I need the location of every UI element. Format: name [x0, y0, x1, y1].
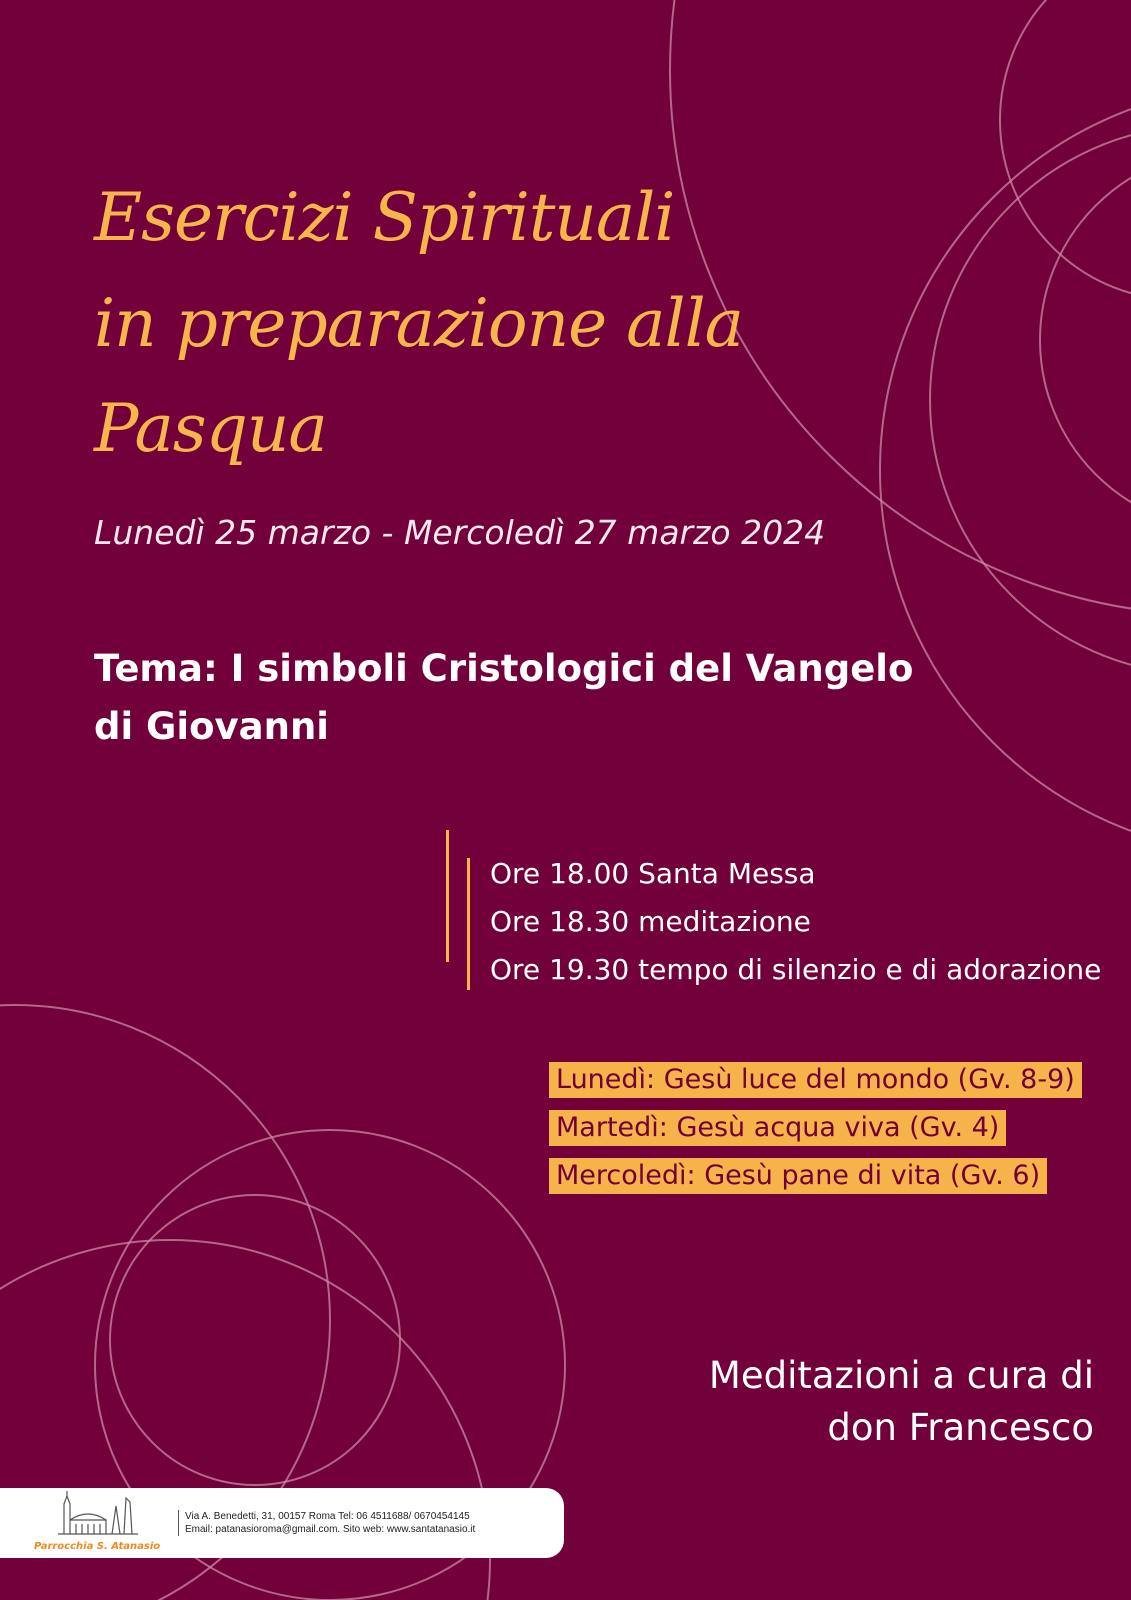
decor-circle — [1000, 0, 1131, 300]
contact-info — [185, 1510, 475, 1536]
topic-item — [549, 1110, 1082, 1158]
curator-line: don Francesco — [827, 1406, 1094, 1449]
theme-heading — [94, 640, 974, 756]
curator-line: Meditazioni a cura di — [708, 1354, 1094, 1397]
logo-text: Parrocchia S. Atanasio — [34, 1541, 161, 1552]
theme-line: di Giovanni — [94, 705, 329, 748]
parish-logo — [24, 1488, 174, 1558]
schedule-item: Ore 18.30 meditazione — [490, 905, 811, 938]
address-text: Via A. Benedetti, 31, 00157 Roma Tel: 06 4511688/ 0670454145 — [185, 1511, 470, 1522]
theme-line: Tema: I simboli Cristologici del Vangelo — [94, 647, 914, 690]
church-icon — [54, 1490, 140, 1536]
email-website-text: Email: patanasioroma@gmail.com. Sito web: www.santatanasio.it — [185, 1524, 476, 1535]
topics-list — [549, 1062, 1082, 1206]
title — [94, 165, 794, 482]
schedule-accent-bar — [446, 830, 449, 962]
decor-circle — [1040, 150, 1131, 530]
curator-note — [709, 1350, 1094, 1454]
title-line: Pasqua — [94, 390, 327, 468]
topic-tag: Martedì: Gesù acqua viva (Gv. 4) — [549, 1110, 1006, 1146]
title-line: Esercizi Spirituali — [94, 179, 675, 256]
decor-circle — [930, 125, 1131, 675]
footer-bar — [0, 1488, 564, 1558]
footer-divider — [178, 1510, 179, 1536]
topic-tag: Mercoledì: Gesù pane di vita (Gv. 6) — [549, 1158, 1047, 1194]
event-dates: Lunedì 25 marzo - Mercoledì 27 marzo 2024 — [94, 513, 826, 552]
topic-item — [549, 1158, 1082, 1206]
schedule-accent-bar — [467, 858, 470, 990]
topic-tag: Lunedì: Gesù luce del mondo (Gv. 8-9) — [549, 1062, 1082, 1098]
title-line: in preparazione alla — [94, 284, 744, 362]
topic-item — [549, 1062, 1082, 1110]
decor-circle — [110, 1195, 400, 1485]
schedule-item: Ore 19.30 tempo di silenzio e di adorazione — [490, 953, 1102, 986]
schedule-item: Ore 18.00 Santa Messa — [490, 857, 816, 890]
schedule-list — [490, 850, 1101, 994]
